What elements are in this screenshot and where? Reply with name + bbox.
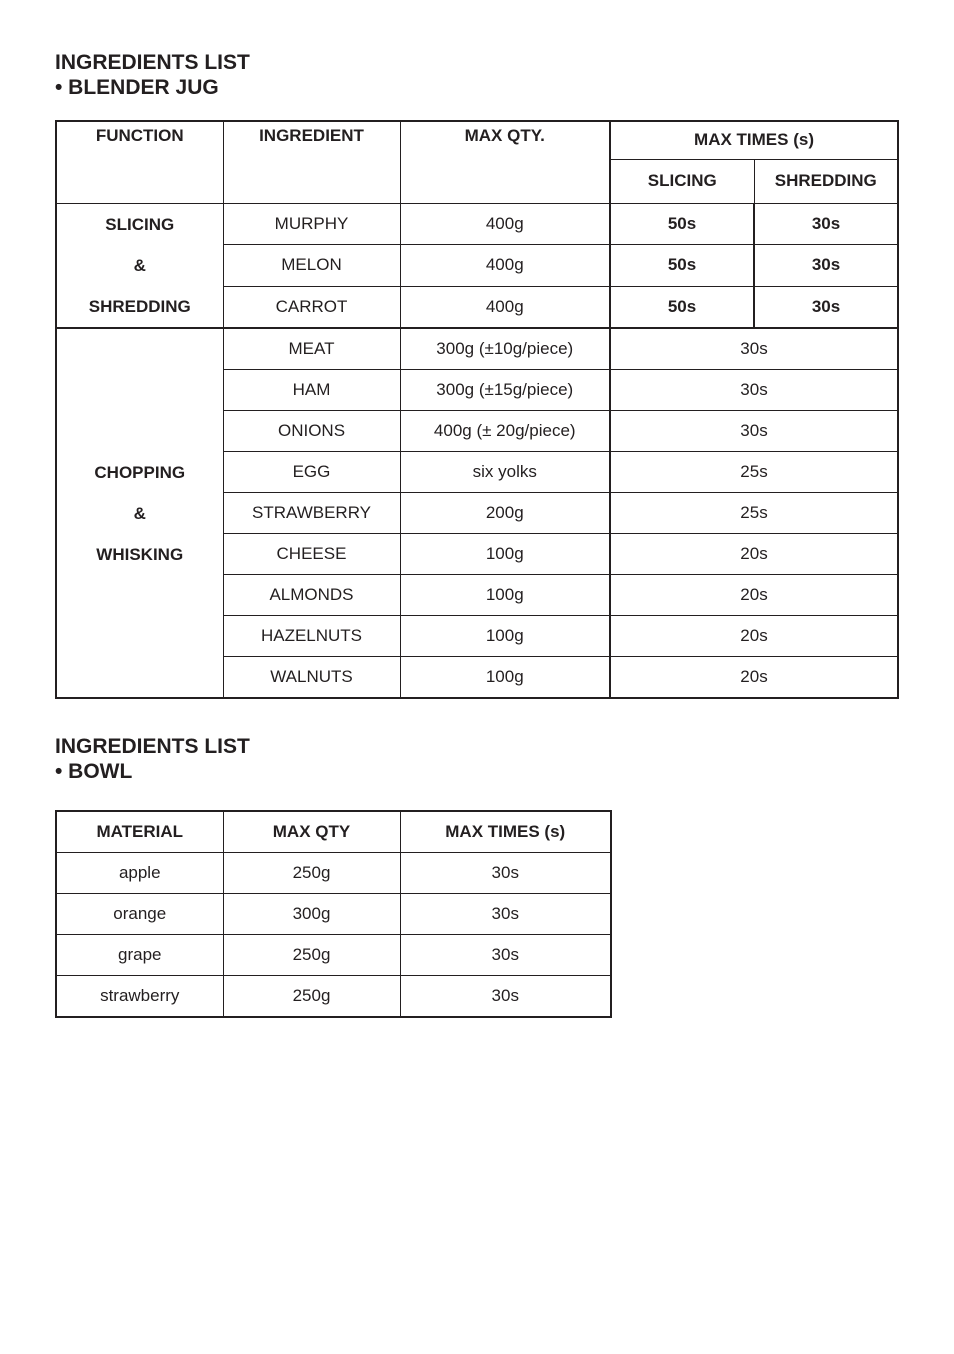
table-header-row [56,121,898,159]
max-qty-header: MAX QTY. [400,121,610,204]
qty-cell: 200g [400,493,610,534]
time-cell: 30s [400,853,611,894]
material-header: MATERIAL [56,811,223,853]
slicing-header: SLICING [610,159,754,203]
blender-jug-heading-line2: • BLENDER JUG [55,76,219,99]
material-cell: strawberry [56,976,223,1018]
qty-cell: 250g [223,935,400,976]
table-row [56,935,611,976]
max-qty-header: MAX QTY [223,811,400,853]
ingredient-cell: STRAWBERRY [223,493,400,534]
shredding-time-cell: 30s [754,204,898,245]
shredding-header: SHREDDING [754,159,898,203]
blender-jug-table [55,120,899,699]
qty-cell: 100g [400,616,610,657]
function-header: FUNCTION [56,121,223,204]
qty-cell: 400g [400,204,610,245]
ingredient-cell: MELON [223,245,400,286]
table-row [56,894,611,935]
qty-cell: 250g [223,976,400,1018]
shredding-time-cell: 30s [754,286,898,328]
time-cell: 20s [610,534,898,575]
time-cell: 25s [610,452,898,493]
blender-jug-heading-line1: INGREDIENTS LIST [55,51,250,74]
qty-cell: 300g [223,894,400,935]
qty-cell: 400g [400,286,610,328]
ingredient-cell: HAM [223,370,400,411]
bowl-table [55,810,612,1018]
time-cell: 25s [610,493,898,534]
qty-cell: 300g (±10g/piece) [400,328,610,370]
table-row [56,204,898,245]
max-times-header: MAX TIMES (s) [610,121,898,159]
slicing-time-cell: 50s [610,245,754,286]
function-cell-slicing-shredding [56,204,223,329]
ingredient-cell: ONIONS [223,411,400,452]
time-cell: 20s [610,657,898,699]
ingredient-header: INGREDIENT [223,121,400,204]
table-row [56,853,611,894]
table-row [56,976,611,1018]
bowl-heading-line2: • BOWL [55,760,133,783]
bowl-heading-line1: INGREDIENTS LIST [55,735,250,758]
function-line: CHOPPING [94,462,186,482]
max-times-header: MAX TIMES (s) [400,811,611,853]
ingredient-cell: ALMONDS [223,575,400,616]
bowl-heading [55,734,250,784]
function-line: & [133,503,146,523]
ingredient-cell: MURPHY [223,204,400,245]
table-header-row [56,811,611,853]
time-cell: 30s [610,411,898,452]
table-row [56,328,898,370]
ingredient-cell: CARROT [223,286,400,328]
function-line: SHREDDING [88,297,191,316]
slicing-time-cell: 50s [610,286,754,328]
ingredient-cell: MEAT [223,328,400,370]
time-cell: 30s [610,328,898,370]
material-cell: apple [56,853,223,894]
material-cell: orange [56,894,223,935]
qty-cell: 100g [400,657,610,699]
ingredient-cell: WALNUTS [223,657,400,699]
qty-cell: 250g [223,853,400,894]
qty-cell: six yolks [400,452,610,493]
time-cell: 30s [400,976,611,1018]
time-cell: 30s [400,894,611,935]
blender-jug-heading [55,50,250,100]
time-cell: 20s [610,575,898,616]
ingredient-cell: HAZELNUTS [223,616,400,657]
shredding-time-cell: 30s [754,245,898,286]
function-line: SLICING [105,215,175,234]
qty-cell: 400g [400,245,610,286]
time-cell: 30s [610,370,898,411]
time-cell: 30s [400,935,611,976]
qty-cell: 100g [400,534,610,575]
material-cell: grape [56,935,223,976]
time-cell: 20s [610,616,898,657]
function-line: WHISKING [96,544,184,564]
ingredient-cell: EGG [223,452,400,493]
qty-cell: 100g [400,575,610,616]
qty-cell: 400g (± 20g/piece) [400,411,610,452]
ingredient-cell: CHEESE [223,534,400,575]
function-line: & [133,256,146,275]
function-cell-chopping-whisking [56,328,223,698]
qty-cell: 300g (±15g/piece) [400,370,610,411]
slicing-time-cell: 50s [610,204,754,245]
